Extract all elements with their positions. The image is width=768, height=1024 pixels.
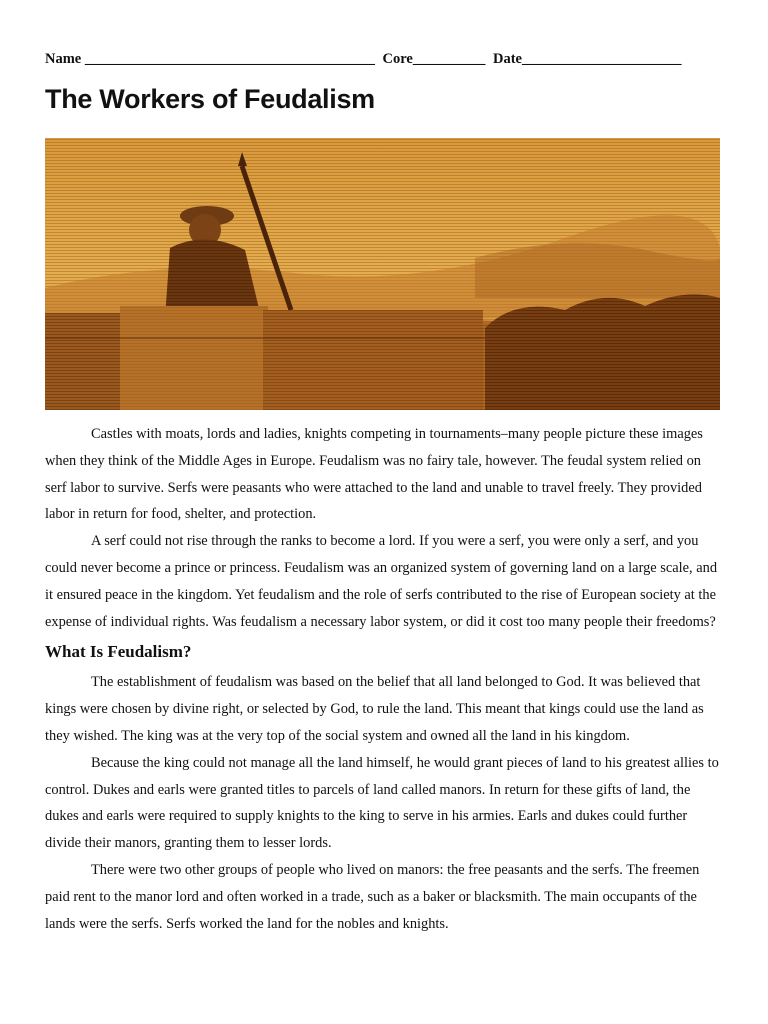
article-body (45, 421, 721, 937)
body-paragraph-3: There were two other groups of people who lived on manors: the free peasants and the serfs. The freemen paid rent to the manor lord and often worked in a trade, such as a baker or blacksmith. The main occupants of the lands were the serfs. Serfs worked the land for the nobles and knights. (45, 861, 700, 932)
intro-paragraph-1: Castles with moats, lords and ladies, knights competing in tournaments–many people picture these images when they think of the Middle Ages in Europe. Feudalism was no fairy tale, however. The feudal system relied on serf labor to survive. Serfs were peasants who were attached to the land and unable to travel freely. They provided labor in return for food, shelter, and protection. (45, 426, 703, 523)
date-blank[interactable]: ______________________ (521, 51, 682, 67)
name-blank[interactable]: ________________________________________ (84, 51, 375, 67)
page-title: The Workers of Feudalism (45, 84, 375, 114)
intro-paragraph-2: A serf could not rise through the ranks to become a lord. If you were a serf, you were only a serf, and you could never become a prince or princess. Feudalism was an organized system of governing land on a large scale, and it ensured peace in the kingdom. Yet feudalism and the role of serfs contributed to the rise of European society at the expense of individual rights. Was feudalism a necessary labor system, or did it cost too many people their freedoms? (45, 533, 718, 630)
section-heading: What Is Feudalism? (45, 642, 192, 662)
core-label: Core (382, 51, 413, 67)
body-paragraph-2: Because the king could not manage all the land himself, he would grant pieces of land to his greatest allies to control. Dukes and earls were granted titles to parcels of land called manors. In return for these gifts of land, the dukes and earls were required to supply knights to the king to serve in his armies. Earls and dukes could further divide their manors, granting them to lesser lords. (45, 754, 719, 852)
name-label: Name (45, 51, 82, 67)
student-info-line (45, 51, 725, 68)
date-label: Date (492, 51, 522, 67)
body-paragraph-1: The establishment of feudalism was based on the belief that all land belonged to God. It was believed that kings were chosen by divine right, or selected by God, to rule the land. This meant that kings could use the land as they wished. The king was at the very top of the social system and owned all the land in his kingdom. (45, 674, 704, 744)
core-blank[interactable]: __________ (412, 51, 486, 67)
serf-engraving-image (45, 138, 720, 410)
